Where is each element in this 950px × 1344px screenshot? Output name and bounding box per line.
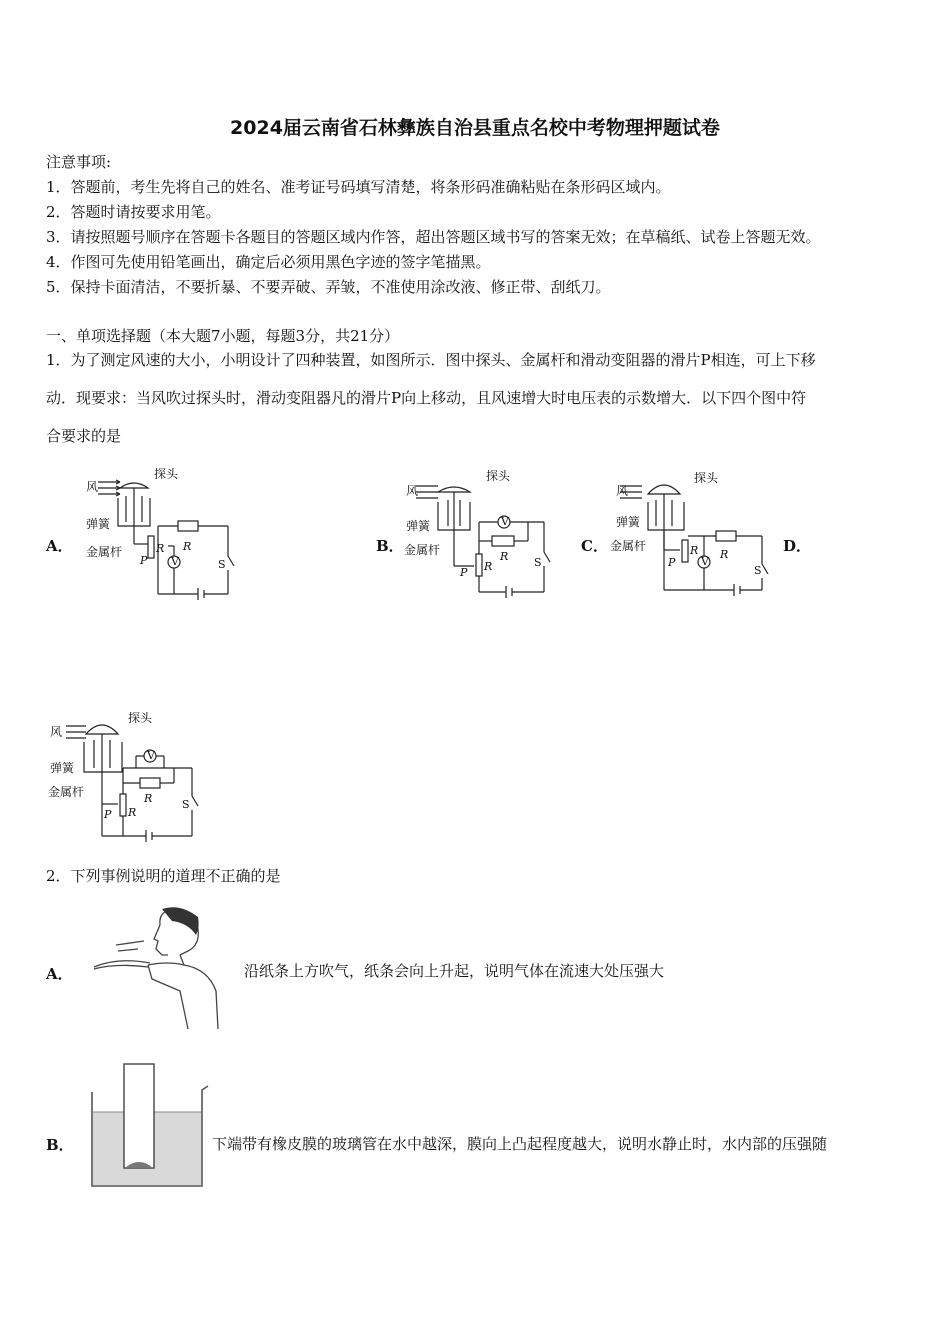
label-p: P [460, 566, 468, 579]
question-1-line-3: 合要求的是 [46, 427, 122, 445]
page-title: 2024届云南省石林彝族自治县重点名校中考物理押题试卷 [230, 117, 720, 139]
figure-b-circuit [404, 470, 564, 605]
option-a-label[interactable]: A． [46, 537, 73, 555]
label-spring: 弹簧 [86, 517, 111, 531]
figure-d-circuit [46, 708, 206, 843]
label-switch: S [182, 798, 190, 811]
figure-c-circuit [608, 470, 768, 605]
notice-item: 4．作图可先使用铅笔画出，确定后必须用黑色字迹的签字笔描黑。 [46, 253, 491, 271]
label-wind: 风 [50, 725, 63, 739]
label-p: P [104, 808, 112, 821]
label-spring: 弹簧 [406, 519, 431, 533]
label-r2: R [484, 560, 493, 573]
label-probe: 探头 [486, 469, 511, 483]
label-r1: R [144, 792, 153, 805]
label-switch: S [218, 558, 226, 571]
label-rod: 金属杆 [86, 545, 123, 559]
label-wind: 风 [616, 484, 629, 498]
question-1-line-1: 1．为了测定风速的大小，小明设计了四种装置，如图所示．图中探头、金属杆和滑动变阻器的滑片P相连，可上下移 [46, 351, 816, 369]
q2-option-a-text: 沿纸条上方吹气，纸条会向上升起，说明气体在流速大处压强大 [244, 962, 665, 980]
figure-boy-blowing-paper [88, 905, 222, 1029]
notice-item: 1．答题前，考生先将自己的姓名、准考证号码填写清楚，将条形码准确粘贴在条形码区域内。 [46, 178, 671, 196]
label-rod: 金属杆 [48, 785, 85, 799]
option-d-label[interactable]: D． [783, 537, 812, 555]
label-wind: 风 [86, 480, 99, 494]
q2-option-b-label[interactable]: B． [46, 1136, 74, 1154]
figure-beaker-tube [84, 1060, 214, 1192]
label-r1: R [720, 548, 729, 561]
question-2-text: 2．下列事例说明的道理不正确的是 [46, 867, 281, 885]
figure-a-circuit [86, 466, 246, 601]
label-r1: R [183, 540, 192, 553]
label-r1: R [500, 550, 509, 563]
label-p: P [140, 554, 148, 567]
section-heading: 一、单项选择题（本大题7小题，每题3分，共21分） [46, 327, 400, 345]
notice-item: 2．答题时请按要求用笔。 [46, 203, 221, 221]
notice-heading: 注意事项: [46, 153, 112, 171]
option-c-label[interactable]: C． [581, 537, 608, 555]
label-probe: 探头 [128, 711, 153, 725]
label-spring: 弹簧 [50, 761, 75, 775]
label-spring: 弹簧 [616, 515, 641, 529]
label-p: P [668, 556, 676, 569]
voltmeter-v: V [147, 749, 155, 762]
label-probe: 探头 [694, 471, 719, 485]
voltmeter-v: V [701, 555, 709, 568]
q2-option-b-text: 下端带有橡皮膜的玻璃管在水中越深，膜向上凸起程度越大，说明水静止时，水内部的压强随 [212, 1135, 828, 1153]
label-switch: S [534, 556, 542, 569]
notice-item: 3．请按照题号顺序在答题卡各题目的答题区域内作答，超出答题区域书写的答案无效；在草稿纸、试卷上答题无效。 [46, 228, 821, 246]
label-wind: 风 [406, 484, 419, 498]
option-b-label[interactable]: B． [376, 537, 404, 555]
voltmeter-v: V [171, 555, 179, 568]
label-rod: 金属杆 [610, 539, 647, 553]
voltmeter-v: V [501, 515, 509, 528]
label-rod: 金属杆 [404, 543, 441, 557]
notice-item: 5．保持卡面清洁，不要折暴、不要弄破、弄皱，不准使用涂改液、修正带、刮纸刀。 [46, 278, 611, 296]
label-r2: R [156, 542, 165, 555]
label-probe: 探头 [154, 467, 179, 481]
label-r2: R [128, 806, 137, 819]
q2-option-a-label[interactable]: A． [46, 965, 73, 983]
question-1-line-2: 动．现要求：当风吹过探头时，滑动变阻器凡的滑片P向上移动，且风速增大时电压表的示数增大．以下四个图中符 [46, 389, 807, 407]
label-switch: S [754, 564, 762, 577]
label-r2: R [690, 544, 699, 557]
